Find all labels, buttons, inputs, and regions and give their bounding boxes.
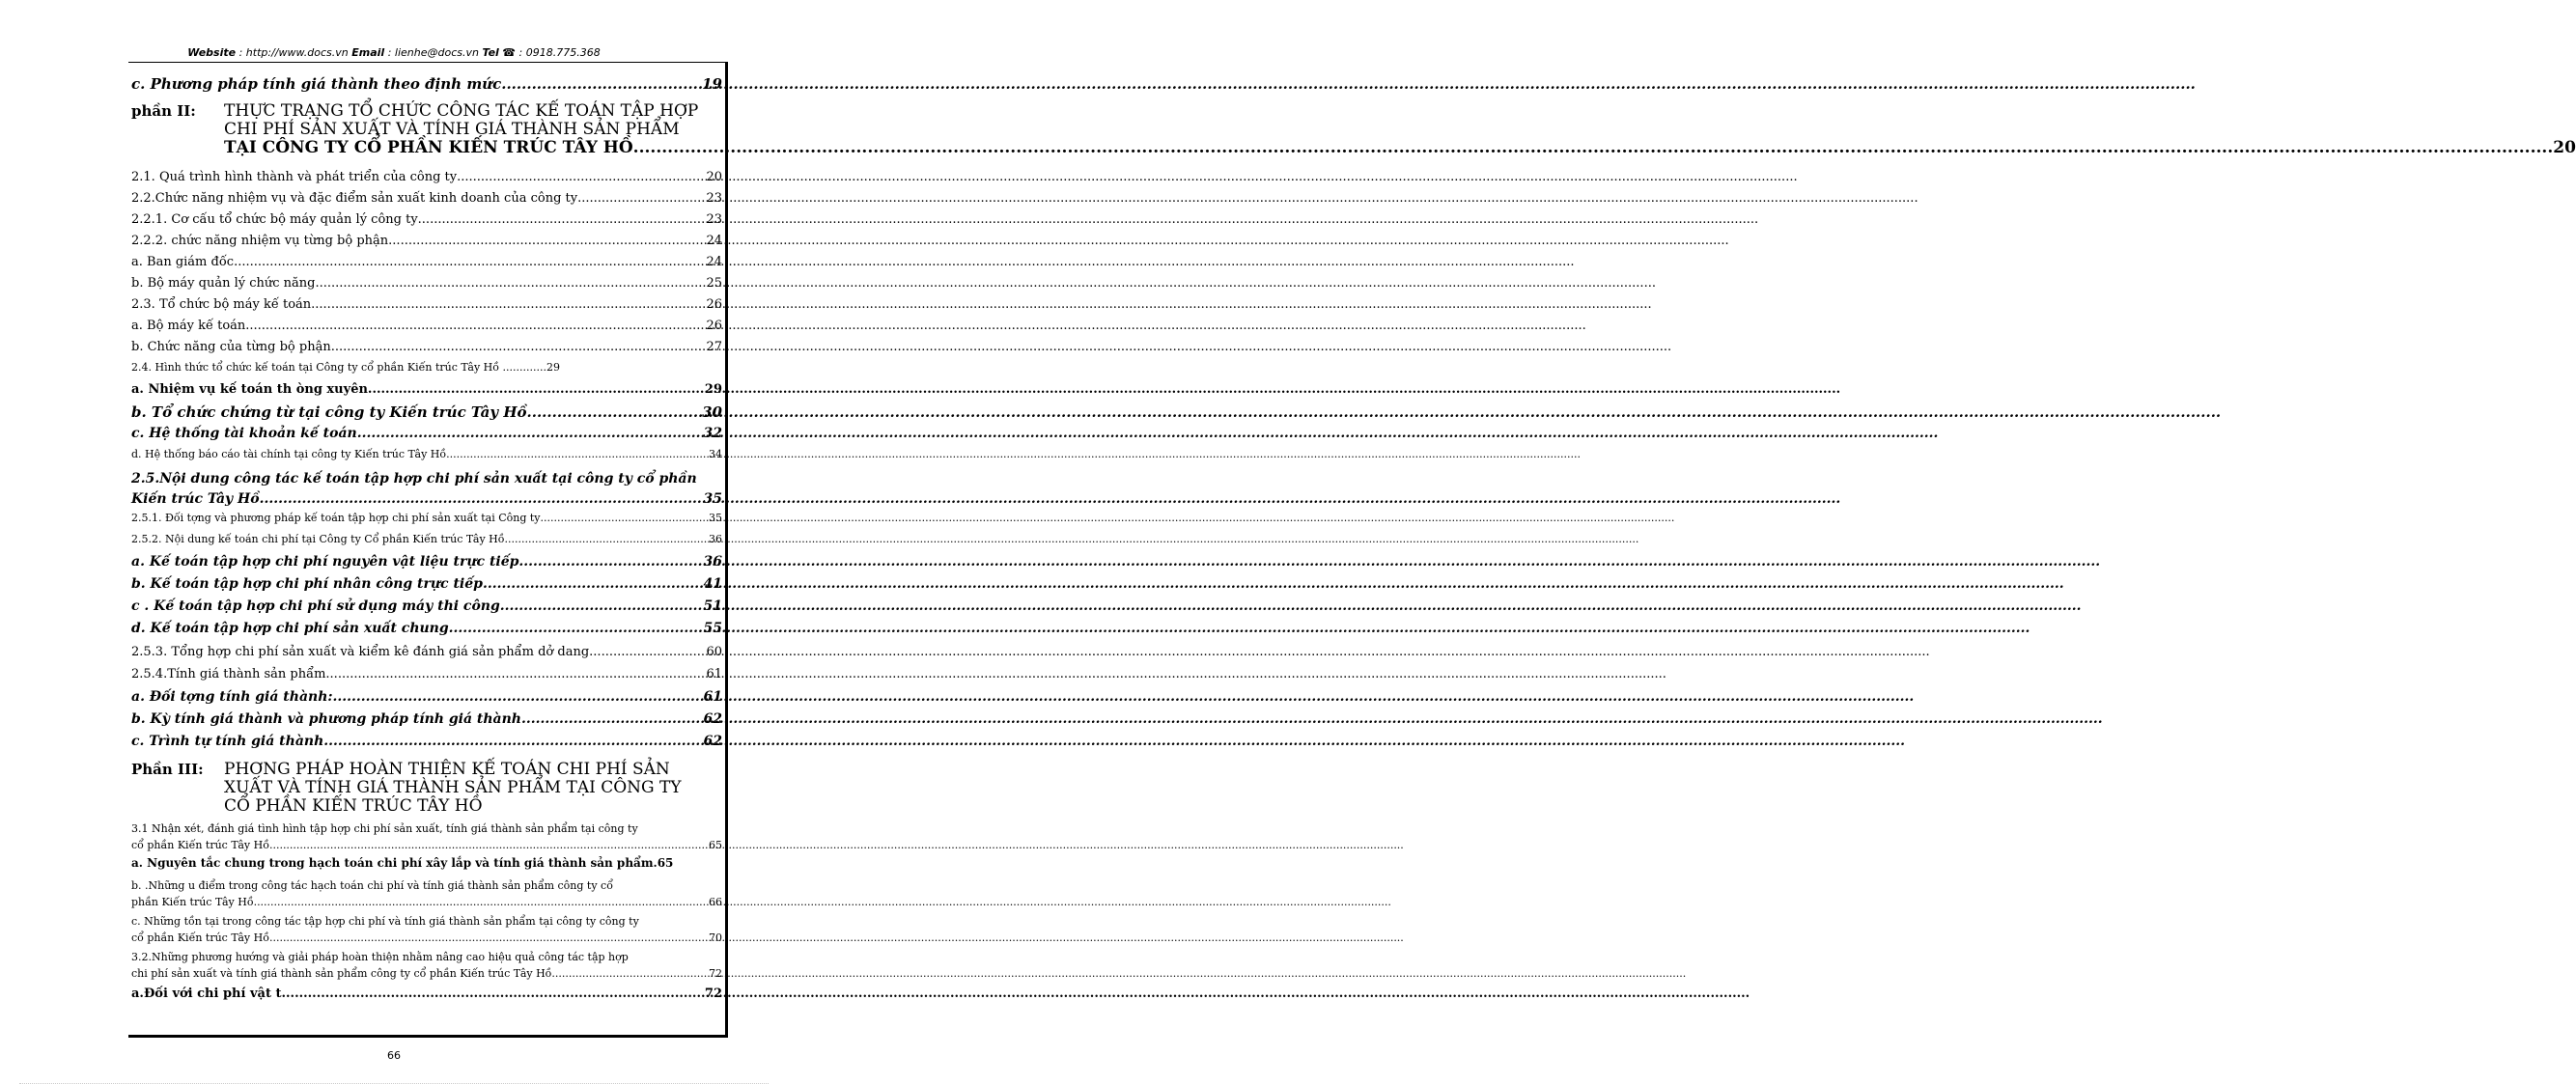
toc-entry-page: 70 bbox=[709, 931, 722, 944]
toc-entry-page: 23 bbox=[706, 191, 722, 206]
toc-entry-text: a. Kế toán tập hợp chi phí nguyên vật liệu trực tiếp bbox=[131, 554, 519, 570]
toc-entry bbox=[131, 297, 722, 319]
toc-entry-text: cổ phần Kiến trúc Tây Hồ bbox=[131, 839, 269, 851]
part-title-line: CỔ PHẦN KIẾN TRÚC TÂY HỒ bbox=[224, 796, 483, 816]
toc-entry bbox=[131, 621, 722, 645]
toc-entry-text: phần Kiến trúc Tây Hồ. bbox=[131, 896, 258, 908]
toc-entry-page: 65 bbox=[709, 839, 722, 851]
toc-entry bbox=[131, 645, 722, 667]
toc-entry-text: a. Bộ máy kế toán bbox=[131, 319, 246, 333]
toc-entry-page: 23 bbox=[706, 212, 722, 227]
toc-entry-page: 30 bbox=[702, 403, 722, 421]
toc-entry-multiline bbox=[131, 820, 722, 853]
toc-entry-text: c. Hệ thống tài khoản kế toán bbox=[131, 426, 357, 441]
email-value: : lienhe@docs.vn bbox=[384, 46, 483, 59]
toc-entry-page: 32 bbox=[703, 426, 722, 441]
tel-label: Tel bbox=[482, 46, 499, 59]
toc-entry-text: c. Những tồn tại trong công tác tập hợp chi phí và tính giá thành sản phẩm tại công ty công ty bbox=[131, 915, 639, 928]
toc-entry-text: c . Kế toán tập hợp chi phí sử dụng máy thi công bbox=[131, 598, 500, 614]
toc-entry-text: 2.5.3. Tổng hợp chi phí sản xuất và kiểm kê đánh giá sản phẩm dở dang bbox=[131, 645, 590, 659]
toc-entry-text: 2.5.4.Tính giá thành sản phẩm bbox=[131, 667, 326, 681]
toc-entry-text: d. Kế toán tập hợp chi phí sản xuất chung bbox=[131, 621, 449, 636]
toc-entry-text: a. Nhiệm vụ kế toán th òng xuyên. bbox=[131, 382, 373, 397]
toc-entry bbox=[131, 255, 722, 276]
toc-entry-text: c. Trình tự tính giá thành bbox=[131, 734, 324, 749]
toc-entry-page: 61 bbox=[706, 667, 722, 681]
toc-entry-page: 36 bbox=[703, 554, 722, 570]
toc-entry-page: 72 bbox=[704, 987, 722, 1001]
toc-entry bbox=[131, 448, 722, 469]
toc-entry-text: 2.2.1. Cơ cấu tổ chức bộ máy quản lý công ty bbox=[131, 212, 418, 227]
toc-entry bbox=[131, 191, 722, 212]
toc-entry-page: 29 bbox=[546, 361, 560, 374]
toc-entry-text: b. Kế toán tập hợp chi phí nhân công trực tiếp bbox=[131, 576, 483, 592]
toc-entry-text: b. .Những u điểm trong công tác hạch toán chi phí và tính giá thành sản phẩm công ty cổ bbox=[131, 879, 613, 892]
toc-entry-multiline bbox=[131, 469, 722, 510]
toc-entry-page: 19 bbox=[702, 75, 722, 93]
toc-entry bbox=[131, 234, 722, 255]
toc-entry-page: 72 bbox=[709, 967, 722, 980]
toc-entry-text: 2.5.Nội dung công tác kế toán tập hợp chi phí sản xuất tại công ty cổ phần bbox=[131, 471, 697, 486]
toc-entry bbox=[131, 212, 722, 234]
part-title-line: CHI PHÍ SẢN XUẤT VÀ TÍNH GIÁ THÀNH SẢN PHẨM bbox=[224, 120, 680, 139]
toc-entry-text: d. Hệ thống báo cáo tài chính tại công ty Kiến trúc Tây Hồ bbox=[131, 448, 447, 460]
toc-entry bbox=[131, 856, 722, 877]
toc-entry-page: 26 bbox=[706, 297, 722, 312]
toc-entry bbox=[131, 667, 722, 689]
toc-entry-text: c. Phương pháp tính giá thành theo định mức bbox=[131, 75, 502, 93]
toc-entry-page: 60 bbox=[706, 645, 722, 659]
toc-entry bbox=[131, 689, 722, 711]
toc-entry-page: 55 bbox=[703, 621, 722, 636]
toc-entry-text: 2.4. Hình thức tổ chức kế toán tại Công ty cổ phần Kiến trúc Tây Hồ ............. bbox=[131, 361, 546, 374]
toc-entry-page: 26 bbox=[706, 319, 722, 333]
toc-entry-page: 35 bbox=[709, 512, 722, 524]
toc-entry-text: b. Bộ máy quản lý chức năng bbox=[131, 276, 316, 291]
toc-entry-page: 61 bbox=[703, 689, 722, 705]
toc-entry-page: 34 bbox=[709, 448, 722, 460]
toc-entry-page: 36 bbox=[709, 533, 722, 545]
toc-entry-multiline bbox=[131, 877, 722, 910]
toc-entry-page: 66 bbox=[709, 896, 722, 908]
toc-entry-text: a. Nguyên tắc chung trong hạch toán chi phí xây lắp và tính giá thành sản phẩm. bbox=[131, 856, 658, 870]
toc-entry bbox=[131, 734, 722, 759]
toc-entry bbox=[131, 361, 722, 382]
toc-entry bbox=[131, 598, 722, 621]
toc-entry-page: 65 bbox=[657, 856, 674, 870]
toc-entry-text: 2.2.2. chức năng nhiệm vụ từng bộ phận bbox=[131, 234, 389, 248]
toc-entry-text: 2.5.2. Nội dung kế toán chi phí tại Công ty Cổ phần Kiến trúc Tây Hồ bbox=[131, 533, 505, 545]
toc-entry-text: b. Kỳ tính giá thành và phương pháp tính giá thành bbox=[131, 711, 521, 727]
toc-entry-text: a. Ban giám đốc bbox=[131, 255, 235, 269]
toc-entry-page: 35 bbox=[703, 491, 722, 507]
part-title-line: XUẤT VÀ TÍNH GIÁ THÀNH SẢN PHẨM TẠI CÔNG TY bbox=[224, 778, 682, 797]
toc-entry bbox=[131, 533, 722, 554]
toc-entry-page: 25 bbox=[706, 276, 722, 291]
part-title-line: THỰC TRẠNG TỔ CHỨC CÔNG TÁC KẾ TOÁN TẬP HỢP bbox=[224, 101, 699, 121]
toc-entry bbox=[131, 987, 722, 1008]
toc-entry-text: 2.2.Chức năng nhiệm vụ và đặc điểm sản xuất kinh doanh của công ty bbox=[131, 191, 578, 206]
toc-entry bbox=[131, 382, 722, 403]
website-label: Website bbox=[187, 46, 237, 59]
part-label: Phần III: bbox=[131, 761, 204, 778]
page-header bbox=[0, 46, 788, 59]
toc-part-ii bbox=[131, 101, 2576, 164]
toc-entry bbox=[131, 512, 722, 533]
toc-entry-multiline bbox=[131, 949, 722, 982]
part-label: phần II: bbox=[131, 102, 196, 120]
toc-entry-text: Kiến trúc Tây Hồ bbox=[131, 491, 260, 507]
toc-entry-text: a.Đối với chi phí vật t bbox=[131, 987, 282, 1001]
toc-part-iii bbox=[131, 761, 722, 820]
toc-entry-page: 20 bbox=[2553, 138, 2576, 157]
toc-entry-text: 2.3. Tổ chức bộ máy kế toán bbox=[131, 297, 312, 312]
toc-entry bbox=[131, 554, 722, 576]
toc-entry bbox=[131, 319, 722, 340]
toc-entry-page: 62 bbox=[703, 734, 722, 749]
toc-entry bbox=[131, 276, 722, 297]
toc-entry bbox=[131, 711, 722, 734]
toc-entry-text: b. Chức năng của từng bộ phận bbox=[131, 340, 331, 354]
toc-entry bbox=[131, 170, 722, 191]
part-title bbox=[224, 102, 2576, 164]
toc-entry-page: 27 bbox=[706, 340, 722, 354]
toc-entry-text: 2.5.1. Đối tợng và phương pháp kế toán tập hợp chi phí sản xuất tại Công ty bbox=[131, 512, 541, 524]
toc-entry-text: a. Đối tợng tính giá thành: bbox=[131, 689, 333, 705]
toc-entry-text: 3.1 Nhận xét, đánh giá tình hình tập hợp chi phí sản xuất, tính giá thành sản phẩm tại công ty bbox=[131, 822, 638, 835]
toc-entry-text: 3.2.Những phương hướng và giải pháp hoàn thiện nhằm nâng cao hiệu quả công tác tập hợp bbox=[131, 951, 629, 963]
toc-entry-page: 62 bbox=[703, 711, 722, 727]
part-title-line: PHƠNG PHÁP HOÀN THIỆN KẾ TOÁN CHI PHÍ SẢN bbox=[224, 760, 670, 779]
toc-entry-text: chi phí sản xuất và tính giá thành sản phẩm công ty cổ phần Kiến trúc Tây Hồ bbox=[131, 967, 552, 980]
toc-entry bbox=[131, 576, 722, 598]
toc-entry bbox=[131, 403, 722, 426]
page-number: 66 bbox=[387, 1049, 401, 1062]
toc-entry-text: 2.1. Quá trình hình thành và phát triển của công ty bbox=[131, 170, 458, 184]
part-title bbox=[224, 761, 722, 820]
toc-entry-multiline bbox=[131, 913, 722, 946]
toc-entry-page: 51 bbox=[703, 598, 722, 614]
part-title-line: TẠI CÔNG TY CỔ PHẦN KIẾN TRÚC TÂY HỒ bbox=[224, 138, 633, 157]
toc-entry-page: 29 bbox=[704, 382, 722, 397]
toc-entry-text: cổ phần Kiến trúc Tây Hồ bbox=[131, 931, 269, 944]
toc-entry-text: b. Tổ chức chứng từ tại công ty Kiến trúc Tây Hồ bbox=[131, 403, 527, 421]
website-value: : http://www.docs.vn bbox=[236, 46, 352, 59]
toc-entry bbox=[131, 340, 722, 361]
email-label: Email bbox=[351, 46, 385, 59]
toc-entry-page: 20 bbox=[706, 170, 722, 184]
toc-entry-page: 41 bbox=[703, 576, 722, 592]
tel-value: ☎ : 0918.775.368 bbox=[498, 46, 601, 59]
table-of-contents bbox=[131, 75, 2576, 1008]
toc-entry-page: 24 bbox=[706, 255, 722, 269]
toc-entry-page: 24 bbox=[706, 234, 722, 248]
toc-entry bbox=[131, 426, 722, 448]
toc-entry bbox=[131, 75, 722, 100]
